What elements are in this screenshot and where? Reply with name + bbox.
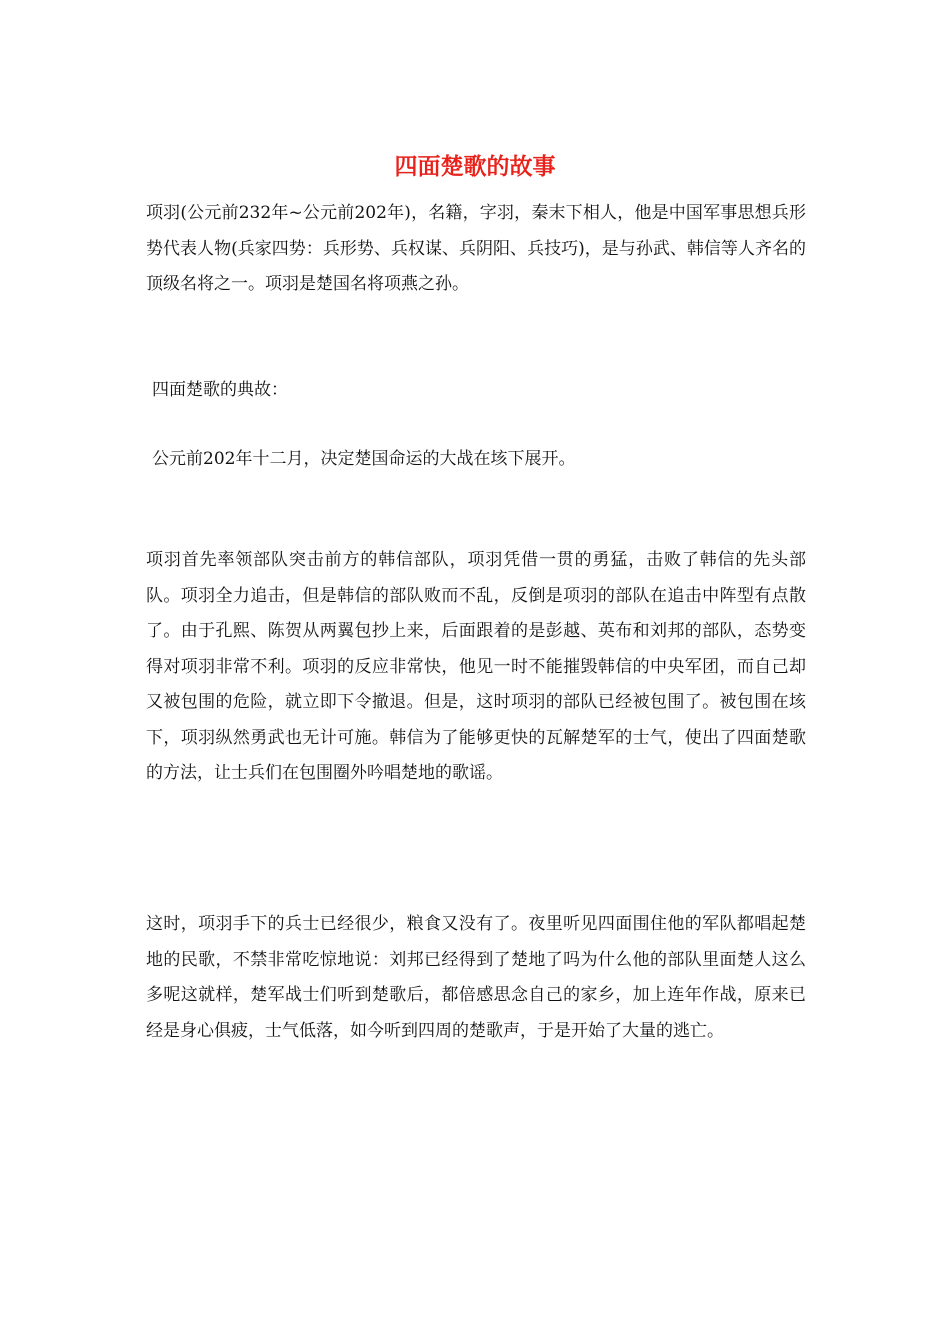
paragraph-battle-date: 公元前202年十二月，决定楚国命运的大战在垓下展开。 xyxy=(152,449,576,469)
paragraph-allusion-heading: 四面楚歌的典故： xyxy=(152,380,288,400)
document-title: 四面楚歌的故事 xyxy=(394,153,556,180)
paragraph-songs-of-chu: 这时，项羽手下的兵士已经很少，粮食又没有了。夜里听见四面围住他的军队都唱起楚地的民歌，不禁非常吃惊地说：刘邦已经得到了楚地了吗为什么他的部队里面楚人这么多呢这就样，楚军战士们听到楚歌后，都倍感思念自己的家乡，加上连年作战，原来已经是身心俱疲，士气低落，如今听到四周的楚歌声，于是开始了大量的逃亡。 xyxy=(146,914,806,1041)
paragraph-battle-narrative: 项羽首先率领部队突击前方的韩信部队，项羽凭借一贯的勇猛，击败了韩信的先头部队。项羽全力追击，但是韩信的部队败而不乱，反倒是项羽的部队在追击中阵型有点散了。由于孔熙、陈贺从两翼包抄上来，后面跟着的是彭越、英布和刘邦的部队，态势变得对项羽非常不利。项羽的反应非常快，他见一时不能摧毁韩信的中央军团，而自己却又被包围的危险，就立即下令撤退。但是，这时项羽的部队已经被包围了。被包围在垓下，项羽纵然勇武也无计可施。韩信为了能够更快的瓦解楚军的士气，使出了四面楚歌的方法，让士兵们在包围圈外吟唱楚地的歌谣。 xyxy=(146,550,806,783)
paragraph-intro: 项羽(公元前232年~公元前202年)，名籍，字羽，秦末下相人，他是中国军事思想兵形势代表人物(兵家四势：兵形势、兵权谋、兵阴阳、兵技巧)，是与孙武、韩信等人齐名的顶级名将之一。项羽是楚国名将项燕之孙。 xyxy=(146,203,806,294)
